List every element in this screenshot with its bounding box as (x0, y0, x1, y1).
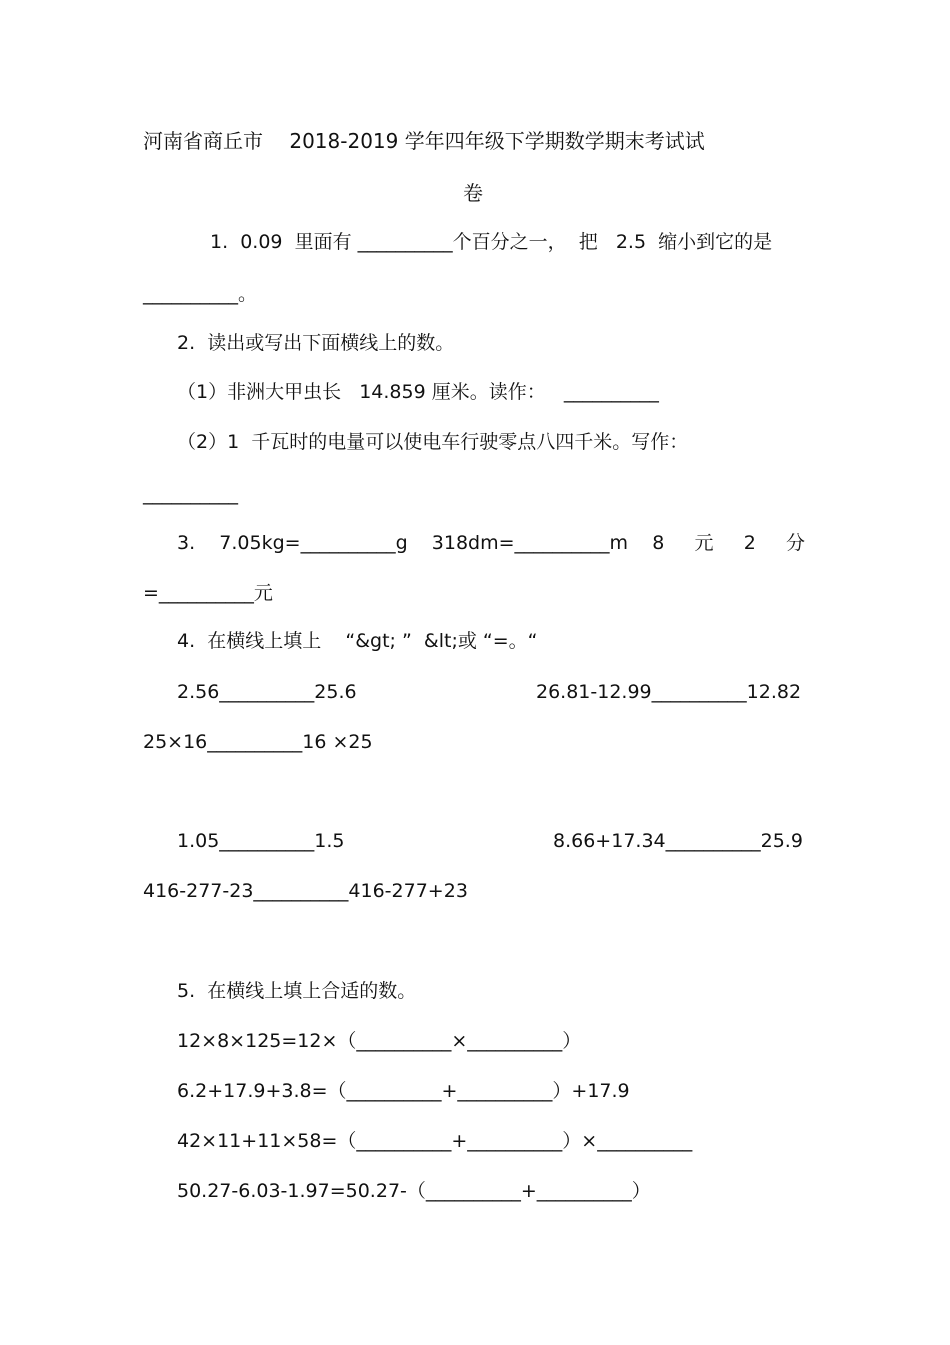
question-5-heading: 5. 在横线上填上合适的数。 (177, 980, 417, 1002)
question-4-row-3-left: 1.05__________1.5 (177, 830, 345, 852)
question-4-row-4: 416-277-23__________416-277+23 (143, 880, 468, 902)
question-5-line-3: 42×11+11×58=（__________+__________）×__________ (177, 1130, 693, 1152)
page-title: 河南省商丘市 2018-2019 学年四年级下学期数学期末考试试 (143, 129, 705, 153)
question-2-item-2-blank: __________ (143, 483, 238, 505)
question-1-line-1: 1. 0.09 里面有 __________个百分之一， 把 2.5 缩小到它的是 (210, 231, 773, 253)
question-4-row-1-right: 26.81-12.99__________12.82 (536, 681, 802, 703)
question-4-heading: 4. 在横线上填上 “&gt; ” &lt;或 “=。“ (177, 630, 538, 652)
question-4-row-1-left: 2.56__________25.6 (177, 681, 357, 703)
question-2-item-1: （1）非洲大甲虫长 14.859 厘米。读作： __________ (177, 381, 659, 403)
question-2-heading: 2. 读出或写出下面横线上的数。 (177, 332, 455, 354)
question-2-item-2: （2）1 千瓦时的电量可以使电车行驶零点八四千米。写作： (177, 431, 689, 453)
page-title-continued: 卷 (463, 181, 483, 205)
question-3-line-2: =__________元 (143, 582, 273, 604)
question-4-row-2: 25×16__________16 ×25 (143, 731, 373, 753)
question-3-line-1: 3. 7.05kg=__________g 318dm=__________m 8 元 2 分 (177, 532, 805, 554)
question-1-line-2: __________。 (143, 283, 258, 305)
question-5-line-4: 50.27-6.03-1.97=50.27-（__________+__________） (177, 1180, 651, 1202)
question-5-line-1: 12×8×125=12×（__________×__________） (177, 1030, 582, 1052)
question-4-row-3-right: 8.66+17.34__________25.9 (553, 830, 803, 852)
question-5-line-2: 6.2+17.9+3.8=（__________+__________）+17.9 (177, 1080, 630, 1102)
